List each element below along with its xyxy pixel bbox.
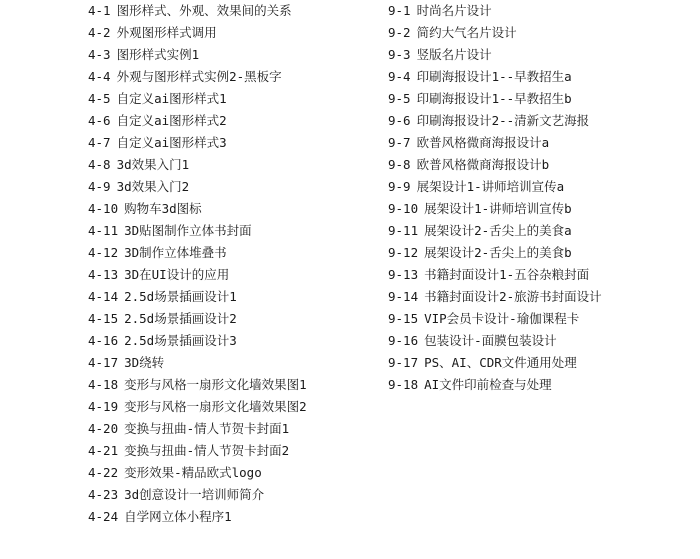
- item-title: 3d效果入门2: [116, 179, 190, 194]
- toc-item: [88, 352, 388, 374]
- item-number: 9-17: [388, 355, 419, 370]
- toc-item: [388, 44, 688, 66]
- item-title: 印刷海报设计2--清新文艺海报: [416, 113, 590, 128]
- item-title: 书籍封面设计1-五谷杂粮封面: [424, 267, 590, 282]
- item-number: 9-5: [388, 91, 411, 106]
- toc-item: [88, 330, 388, 352]
- item-title: 欧普风格微商海报设计b: [416, 157, 550, 172]
- toc-item: [88, 264, 388, 286]
- item-number: 4-21: [88, 443, 119, 458]
- item-title: 欧普风格微商海报设计a: [416, 135, 550, 150]
- toc-item: [388, 154, 688, 176]
- item-number: 9-18: [388, 377, 419, 392]
- item-title: 变形与风格一扇形文化墙效果图1: [124, 377, 307, 392]
- item-number: 9-7: [388, 135, 411, 150]
- item-title: 购物车3d图标: [124, 201, 202, 216]
- item-title: AI文件印前检查与处理: [424, 377, 552, 392]
- item-title: 变形与风格一扇形文化墙效果图2: [124, 399, 307, 414]
- toc-left-column: [88, 0, 388, 528]
- toc-item: [88, 88, 388, 110]
- item-title: 2.5d场景插画设计3: [124, 333, 237, 348]
- item-number: 4-23: [88, 487, 119, 502]
- toc-item: [388, 132, 688, 154]
- item-title: 3d效果入门1: [116, 157, 190, 172]
- item-number: 4-17: [88, 355, 119, 370]
- toc-item: [88, 132, 388, 154]
- item-number: 4-20: [88, 421, 119, 436]
- toc-item: [88, 44, 388, 66]
- item-number: 4-5: [88, 91, 111, 106]
- item-number: 4-7: [88, 135, 111, 150]
- item-number: 4-10: [88, 201, 119, 216]
- toc-item: [388, 0, 688, 22]
- toc-item: [388, 176, 688, 198]
- item-number: 9-12: [388, 245, 419, 260]
- toc-item: [388, 308, 688, 330]
- item-number: 4-4: [88, 69, 111, 84]
- toc-item: [88, 418, 388, 440]
- item-title: 简约大气名片设计: [416, 25, 517, 40]
- item-title: 印刷海报设计1--早教招生a: [416, 69, 572, 84]
- item-number: 4-3: [88, 47, 111, 62]
- toc-item: [88, 484, 388, 506]
- item-title: 3d创意设计一培训师简介: [124, 487, 265, 502]
- item-title: 自学网立体小程序1: [124, 509, 232, 524]
- item-title: 展架设计2-舌尖上的美食b: [424, 245, 572, 260]
- item-number: 9-1: [388, 3, 411, 18]
- item-number: 9-3: [388, 47, 411, 62]
- item-title: 变换与扭曲-情人节贺卡封面1: [124, 421, 290, 436]
- toc-item: [88, 110, 388, 132]
- toc-item: [388, 220, 688, 242]
- item-title: 3D制作立体堆叠书: [124, 245, 227, 260]
- toc-item: [88, 308, 388, 330]
- toc-item: [88, 242, 388, 264]
- item-number: 4-8: [88, 157, 111, 172]
- item-number: 4-16: [88, 333, 119, 348]
- toc-item: [388, 110, 688, 132]
- toc-right-column: [388, 0, 688, 396]
- item-title: 展架设计2-舌尖上的美食a: [424, 223, 572, 238]
- item-number: 4-13: [88, 267, 119, 282]
- item-number: 9-4: [388, 69, 411, 84]
- toc-item: [388, 66, 688, 88]
- item-title: 2.5d场景插画设计2: [124, 311, 237, 326]
- item-number: 9-2: [388, 25, 411, 40]
- toc-item: [88, 396, 388, 418]
- toc-item: [388, 242, 688, 264]
- item-number: 9-10: [388, 201, 419, 216]
- item-title: 包装设计-面膜包装设计: [424, 333, 557, 348]
- item-number: 4-1: [88, 3, 111, 18]
- item-number: 9-14: [388, 289, 419, 304]
- toc-item: [88, 220, 388, 242]
- toc-item: [88, 66, 388, 88]
- item-number: 4-12: [88, 245, 119, 260]
- item-title: 竖版名片设计: [416, 47, 492, 62]
- toc-item: [388, 88, 688, 110]
- item-title: 展架设计1-讲师培训宣传a: [416, 179, 565, 194]
- item-title: 印刷海报设计1--早教招生b: [416, 91, 572, 106]
- item-title: 自定义ai图形样式3: [116, 135, 227, 150]
- toc-item: [388, 286, 688, 308]
- toc-item: [388, 330, 688, 352]
- item-title: 3D贴图制作立体书封面: [124, 223, 252, 238]
- toc-item: [88, 286, 388, 308]
- item-title: 外观图形样式调用: [116, 25, 217, 40]
- item-title: 自定义ai图形样式2: [116, 113, 227, 128]
- item-number: 9-16: [388, 333, 419, 348]
- item-title: 自定义ai图形样式1: [116, 91, 227, 106]
- item-number: 4-6: [88, 113, 111, 128]
- item-title: PS、AI、CDR文件通用处理: [424, 355, 577, 370]
- item-number: 9-13: [388, 267, 419, 282]
- item-number: 9-11: [388, 223, 419, 238]
- toc-item: [88, 440, 388, 462]
- item-title: 2.5d场景插画设计1: [124, 289, 237, 304]
- item-number: 9-15: [388, 311, 419, 326]
- toc-item: [88, 176, 388, 198]
- item-title: VIP会员卡设计-瑜伽课程卡: [424, 311, 580, 326]
- item-number: 9-9: [388, 179, 411, 194]
- toc-item: [388, 264, 688, 286]
- toc-item: [388, 198, 688, 220]
- item-title: 图形样式实例1: [116, 47, 200, 62]
- item-number: 4-11: [88, 223, 119, 238]
- item-title: 展架设计1-讲师培训宣传b: [424, 201, 572, 216]
- item-title: 时尚名片设计: [416, 3, 492, 18]
- item-number: 4-18: [88, 377, 119, 392]
- item-number: 4-9: [88, 179, 111, 194]
- toc-item: [88, 22, 388, 44]
- item-number: 4-22: [88, 465, 119, 480]
- item-title: 图形样式、外观、效果间的关系: [116, 3, 292, 18]
- item-title: 3D在UI设计的应用: [124, 267, 230, 282]
- item-number: 4-15: [88, 311, 119, 326]
- item-number: 9-6: [388, 113, 411, 128]
- toc-item: [88, 198, 388, 220]
- item-title: 外观与图形样式实例2-黑板字: [116, 69, 282, 84]
- item-number: 9-8: [388, 157, 411, 172]
- item-number: 4-14: [88, 289, 119, 304]
- toc-item: [88, 462, 388, 484]
- item-title: 书籍封面设计2-旅游书封面设计: [424, 289, 602, 304]
- toc-item: [88, 154, 388, 176]
- toc-item: [88, 0, 388, 22]
- toc-item: [388, 374, 688, 396]
- item-title: 变形效果-精品欧式logo: [124, 465, 262, 480]
- item-title: 变换与扭曲-情人节贺卡封面2: [124, 443, 290, 458]
- item-number: 4-24: [88, 509, 119, 524]
- toc-item: [88, 374, 388, 396]
- item-number: 4-19: [88, 399, 119, 414]
- item-title: 3D绕转: [124, 355, 165, 370]
- item-number: 4-2: [88, 25, 111, 40]
- toc-item: [388, 22, 688, 44]
- toc-item: [88, 506, 388, 528]
- toc-item: [388, 352, 688, 374]
